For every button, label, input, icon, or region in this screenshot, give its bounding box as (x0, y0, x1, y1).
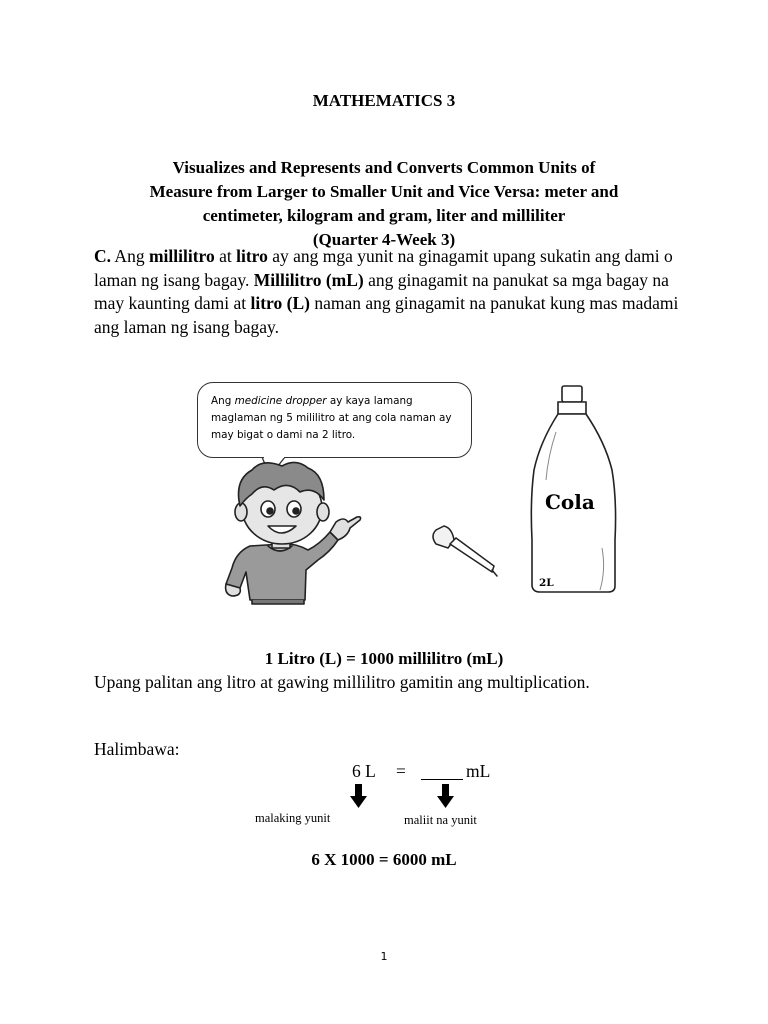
example-result: 6 X 1000 = 6000 mL (311, 850, 457, 869)
subtitle-line: Measure from Larger to Smaller Unit and Vice Versa: meter and (149, 182, 619, 201)
label-malaking-yunit: malaking yunit (255, 811, 331, 825)
term-litro-l: litro (L) (250, 293, 310, 313)
subtitle-line: centimeter, kilogram and gram, liter and milliliter (202, 206, 566, 225)
equation-equals: = (396, 761, 406, 781)
intro-text: ay ang mga yunit na ginagamit upang sukatin ang dami o laman ng isang bagay. (94, 246, 673, 290)
equation-left: 6 L (352, 761, 376, 781)
instruction-text: Upang palitan ang litro at gawing millilitro gamitin ang multiplication. (94, 672, 590, 692)
bubble-text: Ang (211, 395, 235, 407)
intro-text: Ang (111, 246, 149, 266)
term-millilitro: millilitro (148, 246, 215, 266)
page-title: MATHEMATICS 3 (312, 91, 456, 110)
bottle-label: Cola (545, 490, 595, 514)
section-letter: C. (94, 246, 112, 266)
example-heading: Halimbawa: (94, 739, 180, 759)
intro-text: at (214, 246, 237, 266)
term-litro: litro (236, 246, 268, 266)
subtitle-line: Visualizes and Represents and Converts Common Units of (172, 158, 596, 177)
bubble-emphasis: medicine dropper (234, 395, 327, 407)
intro-text: ang ginagamit na panukat sa mga bagay na may kaunting dami at (94, 269, 669, 313)
intro-text: naman ang ginagamit na panukat kung mas madami ang laman ng isang bagay. (94, 293, 679, 337)
subtitle-line: (Quarter 4-Week 3) (312, 230, 456, 249)
label-maliit-na-yunit: maliit na yunit (404, 813, 477, 827)
bubble-text: ay kaya lamang maglaman ng 5 mililitro at ang cola naman ay may bigat o dami na 2 litro. (211, 395, 452, 441)
bottle-volume: 2L (539, 577, 554, 589)
page-number: 1 (380, 950, 388, 963)
term-millilitro-ml: Millilitro (mL) (253, 269, 364, 290)
equation-unit: mL (466, 761, 491, 781)
conversion-formula: 1 Litro (L) = 1000 millilitro (mL) (264, 649, 504, 668)
